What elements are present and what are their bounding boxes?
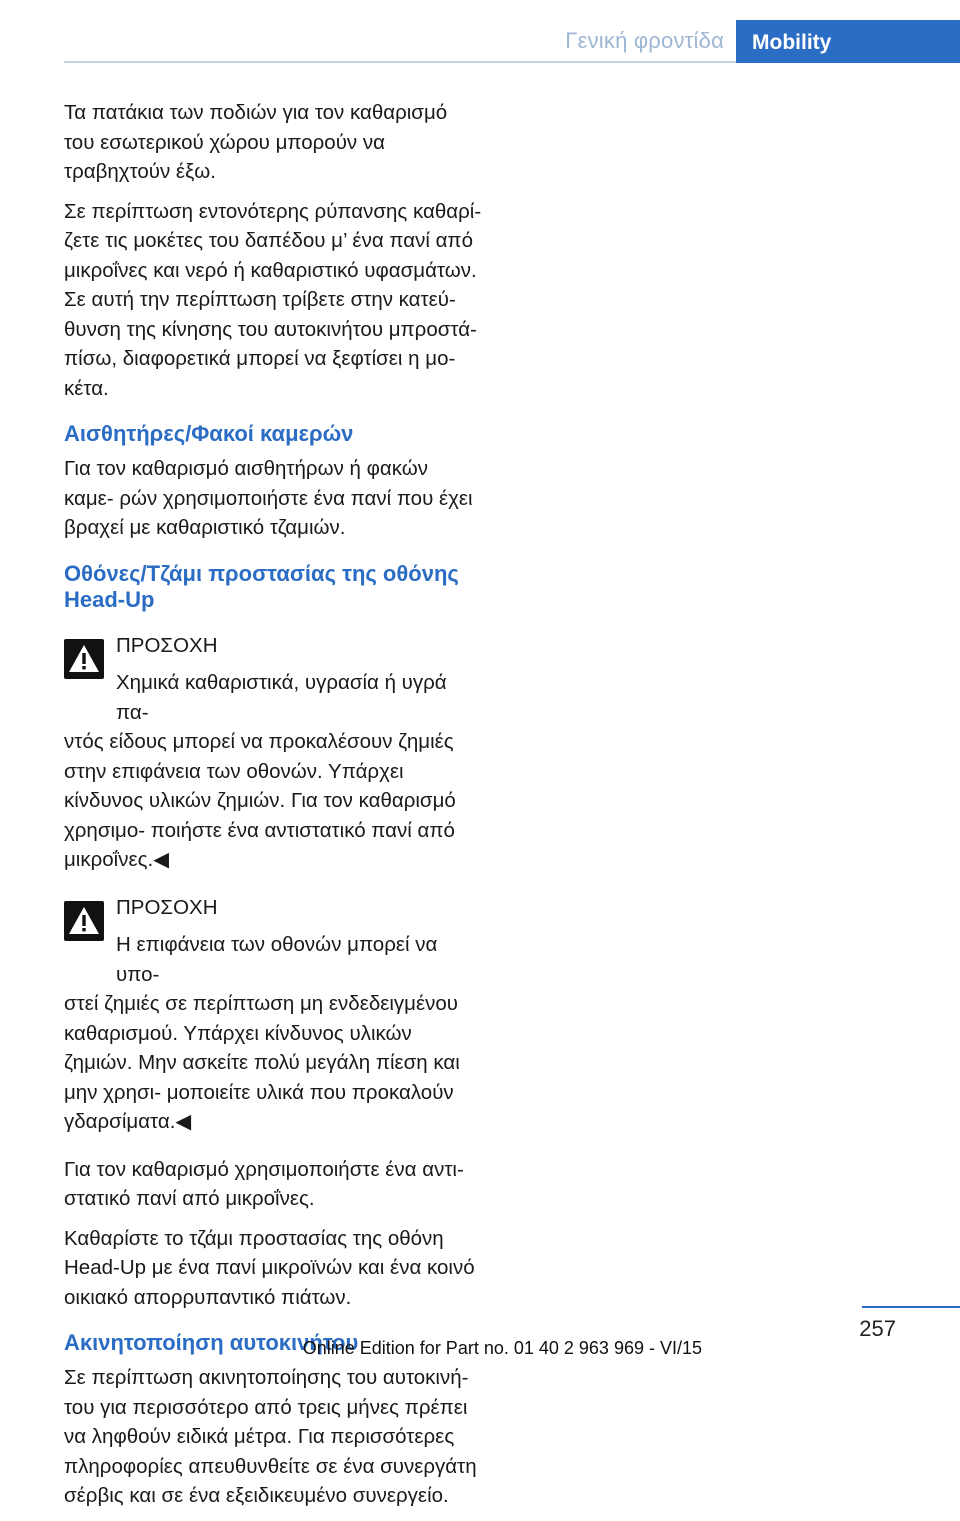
warning-triangle-icon: [64, 639, 104, 679]
edition-note: Online Edition for Part no. 01 40 2 963 969 - VI/15: [302, 1338, 702, 1358]
heading-sensors-cameras: Αισθητήρες/Φακοί καμερών: [64, 421, 354, 446]
warning-block-1: [64, 631, 482, 875]
header-chapter-tab: [736, 20, 960, 63]
page-number: 257: [859, 1316, 896, 1341]
paragraph-floor-mats: Τα πατάκια των ποδιών για τον καθαρισμό του εσωτερικού χώρου μπορούν να τραβηχτούν έξω.: [64, 101, 448, 183]
paragraph-headup-glass: Καθαρίστε το τζάμι προστασίας της οθόνη Head-Up με ένα πανί μικροϊνών και ένα κοινό οικιακό απορρυπαντικό πιάτων.: [64, 1226, 475, 1309]
warning-text-rest: στεί ζημιές σε περίπτωση μη ενδεδειγμένου καθαρισμού. Υπάρχει κίνδυνος υλικών ζημιών. Μην ασκείτε πολύ μεγάλη πίεση και μην χρησι‐ μοποιείτε υλικά που προκαλούν γδαρσίματα.◀: [64, 992, 460, 1133]
paragraph-sensors-cleaning: Για τον καθαρισμό αισθητήρων ή φακών καμε‐ ρών χρησιμοποιήστε ένα πανί που έχει βραχεί με καθαριστικό τζαμιών.: [64, 457, 473, 539]
warning-text-lead: Η επιφάνεια των οθονών μπορεί να υπο‐: [116, 933, 438, 986]
warning-text: [64, 930, 482, 1137]
warning-text-rest: ντός είδους μπορεί να προκαλέσουν ζημιές στην επιφάνεια των οθονών. Υπάρχει κίνδυνος υλικών ζημιών. Για τον καθαρισμό χρησιμο‐ ποιήστε ένα αντιστατικό πανί από μικροΐνες.◀: [64, 730, 456, 871]
heading-screens-headup: Οθόνες/Τζάμι προστασίας της οθόνης Head-Up: [64, 560, 459, 612]
warning-title: ΠΡΟΣΟΧΗ: [116, 895, 218, 919]
warning-title: ΠΡΟΣΟΧΗ: [116, 633, 218, 657]
heading-immobilization: Ακινητοποίηση αυτοκινήτου: [64, 1330, 359, 1355]
paragraph-immobilization: Σε περίπτωση ακινητοποίησης του αυτοκινή‐ του για περισσότερο από τρεις μήνες πρέπει να ληφθούν ειδικά μέτρα. Για περισσότερες πληροφορίες απευθυνθείτε σε ένα συνεργάτη σέρβις και σε ένα εξειδικευμένο συνεργείο.: [64, 1366, 477, 1507]
header-rule: [64, 61, 736, 63]
warning-text: [64, 668, 482, 875]
paragraph-screens-cloth: Για τον καθαρισμό χρησιμοποιήστε ένα αντι‐ στατικό πανί από μικροΐνες.: [64, 1157, 464, 1210]
content-column: [64, 98, 482, 1521]
warning-triangle-icon: [64, 901, 104, 941]
header-section-title: Γενική φροντίδα: [565, 28, 724, 53]
warning-block-2: [64, 893, 482, 1137]
warning-text-lead: Χημικά καθαριστικά, υγρασία ή υγρά πα‐: [116, 671, 447, 724]
paragraph-carpet-cleaning: Σε περίπτωση εντονότερης ρύπανσης καθαρί‐ ζετε τις μοκέτες του δαπέδου μ’ ένα πανί από μικροΐνες και νερό ή καθαριστικό υφασμάτων. Σε αυτή την περίπτωση τρίβετε στην κατεύ‐ θυνση της κίνησης του αυτοκινήτου μπροστά- πίσω, διαφορετικά μπορεί να ξεφτίσει η μο‐ κέτα.: [64, 199, 482, 400]
header-chapter-label: Mobility: [752, 31, 832, 54]
footer-rule: [862, 1306, 960, 1308]
